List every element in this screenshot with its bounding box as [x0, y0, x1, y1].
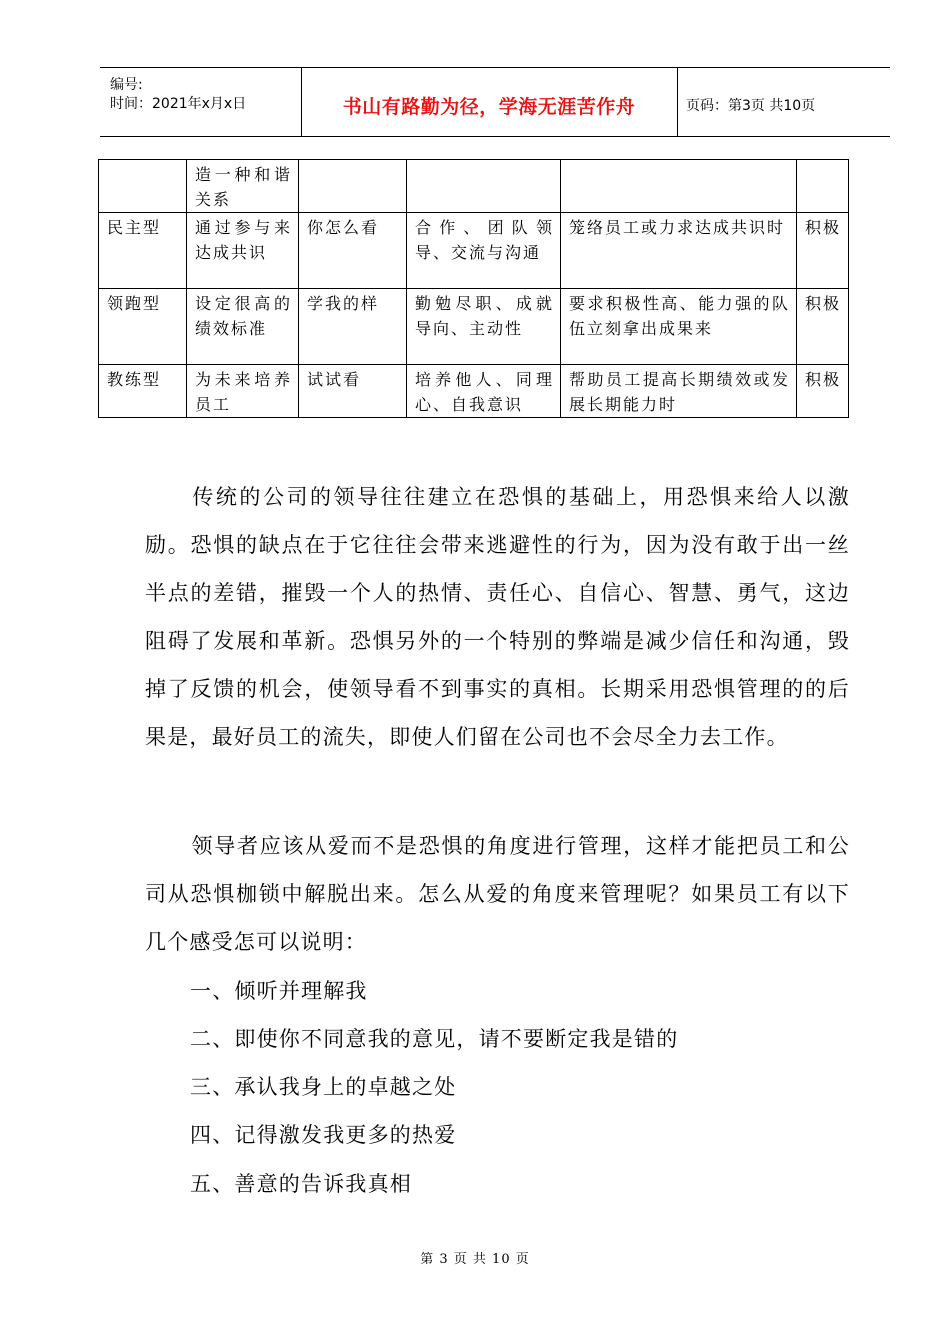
- table-row: [99, 289, 849, 365]
- header-motto-cell: [301, 68, 678, 136]
- body-paragraph-2: 领导者应该从爱而不是恐惧的角度进行管理，这样才能把员工和公司从恐惧枷锁中解脱出来。怎么从爱的角度来管理呢？如果员工有以下几个感受怎可以说明：: [145, 834, 850, 954]
- header-meta-cell: [100, 68, 302, 136]
- body-paragraph-1: 传统的公司的领导往往建立在恐惧的基础上，用恐惧来给人以激励。恐惧的缺点在于它往往会带来逃避性的行为，因为没有敢于出一丝半点的差错，摧毁一个人的热情、责任心、自信心、智慧、勇气，这边阻碍了发展和革新。恐惧另外的一个特别的弊端是减少信任和沟通，毁掉了反馈的机会，使领导看不到事实的真相。长期采用恐惧管理的的后果是，最好员工的流失，即使人们留在公司也不会尽全力去工作。: [145, 485, 850, 749]
- table-cell: 笼络员工或力求达成共识时: [561, 213, 797, 289]
- list-item: 二、即使你不同意我的意见，请不要断定我是错的: [190, 1027, 679, 1051]
- table-cell: 领跑型: [99, 289, 187, 365]
- table-cell: 设定很高的绩效标准: [187, 289, 299, 365]
- header-motto: 书山有路勤为径，学海无涯苦作舟: [342, 96, 636, 118]
- list-item: 三、承认我身上的卓越之处: [190, 1075, 457, 1099]
- table-row: [99, 213, 849, 289]
- page-footer: 第 3 页 共 10 页: [420, 1252, 530, 1267]
- leadership-style-table: [98, 159, 849, 418]
- table-cell: 积极: [797, 213, 849, 289]
- table-cell: 通过参与来达成共识: [187, 213, 299, 289]
- table-cell: 为未来培养员工: [187, 365, 299, 418]
- table-cell: 你怎么看: [299, 213, 407, 289]
- table-cell: 合作、团队领导、交流与沟通: [407, 213, 561, 289]
- table-cell: 教练型: [99, 365, 187, 418]
- document-number-label: 编号:: [110, 77, 143, 93]
- table-cell: 民主型: [99, 213, 187, 289]
- table-cell: 要求积极性高、能力强的队伍立刻拿出成果来: [561, 289, 797, 365]
- header-page-number: 页码：第3页 共10页: [686, 98, 816, 114]
- table-cell: 勤勉尽职、成就导向、主动性: [407, 289, 561, 365]
- table-cell: 培养他人、同理心、自我意识: [407, 365, 561, 418]
- table-cell: 积极: [797, 289, 849, 365]
- table-cell: [299, 160, 407, 213]
- list-item: 一、倾听并理解我: [190, 979, 368, 1003]
- table-cell: [797, 160, 849, 213]
- list-item: 五、善意的告诉我真相: [190, 1172, 412, 1196]
- table-row: [99, 160, 849, 213]
- table-cell: 试试看: [299, 365, 407, 418]
- table-cell: 帮助员工提高长期绩效或发展长期能力时: [561, 365, 797, 418]
- document-date-label: 时间：2021年x月x日: [110, 96, 247, 112]
- list-item: 四、记得激发我更多的热爱: [190, 1123, 457, 1147]
- table-cell: [407, 160, 561, 213]
- header-page-cell: [678, 68, 890, 136]
- table-row: [99, 365, 849, 418]
- table-cell: 造一种和谐关系: [187, 160, 299, 213]
- table-cell: [561, 160, 797, 213]
- table-cell: [99, 160, 187, 213]
- table-cell: 积极: [797, 365, 849, 418]
- page-header: [100, 67, 890, 137]
- table-cell: 学我的样: [299, 289, 407, 365]
